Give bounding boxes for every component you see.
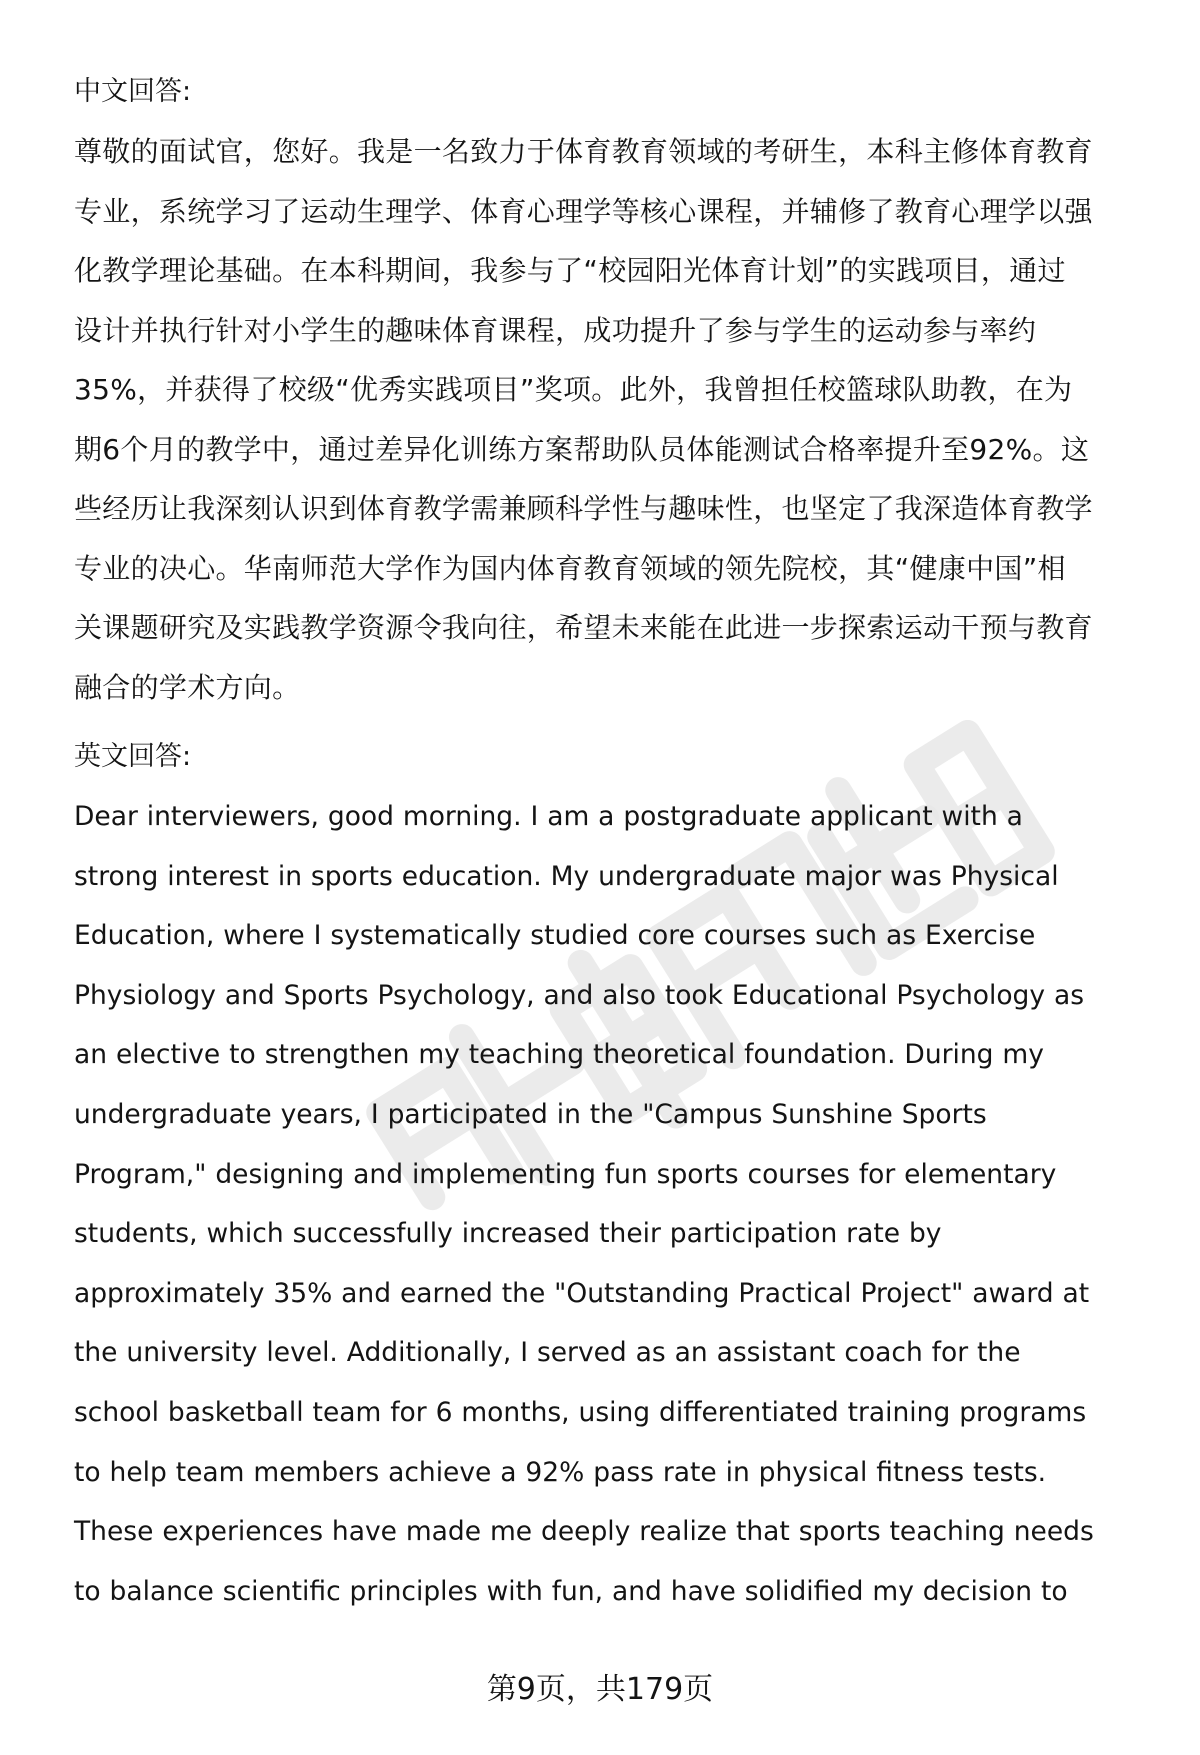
paragraph-line: strong interest in sports education. My undergraduate major was Physical bbox=[74, 860, 1059, 892]
paragraph-line: 期6个月的教学中，通过差异化训练方案帮助队员体能测试合格率提升至92%。这 bbox=[74, 432, 1090, 466]
paragraph-line: 融合的学术方向。 bbox=[74, 670, 301, 704]
paragraph-line: school basketball team for 6 months, using differentiated training programs bbox=[74, 1396, 1087, 1428]
chinese-answer-paragraph bbox=[74, 122, 1154, 717]
paragraph-line: Program," designing and implementing fun sports courses for elementary bbox=[74, 1158, 1057, 1190]
paragraph-line: to balance scientific principles with fun, and have solidified my decision to bbox=[74, 1575, 1068, 1607]
paragraph-line: 专业的决心。华南师范大学作为国内体育教育领域的领先院校，其“健康中国”相 bbox=[74, 551, 1066, 585]
paragraph-line: an elective to strengthen my teaching theoretical foundation. During my bbox=[74, 1039, 1044, 1071]
paragraph-line: the university level. Additionally, I served as an assistant coach for the bbox=[74, 1337, 1021, 1369]
page-number: 第9页，共179页 bbox=[486, 1672, 714, 1707]
paragraph-line: 些经历让我深刻认识到体育教学需兼顾科学性与趣味性，也坚定了我深造体育教学 bbox=[74, 492, 1093, 525]
paragraph-line: students, which successfully increased their participation rate by bbox=[74, 1218, 942, 1250]
english-answer-label: 英文回答: bbox=[74, 741, 192, 772]
chinese-answer-section bbox=[74, 62, 1154, 717]
paragraph-line: 专业，系统学习了运动生理学、体育心理学等核心课程，并辅修了教育心理学以强 bbox=[74, 194, 1093, 228]
paragraph-line: 关课题研究及实践教学资源令我向往，希望未来能在此进一步探索运动干预与教育 bbox=[74, 611, 1093, 644]
paragraph-line: Education, where I systematically studied core courses such as Exercise bbox=[74, 920, 1036, 952]
paragraph-line: to help team members achieve a 92% pass rate in physical fitness tests. bbox=[74, 1456, 1047, 1488]
paragraph-line: These experiences have made me deeply realize that sports teaching needs bbox=[74, 1516, 1094, 1548]
paragraph-line: Dear interviewers, good morning. I am a postgraduate applicant with a bbox=[74, 801, 1023, 832]
document-body bbox=[74, 62, 1154, 1621]
paragraph-line: 35%，并获得了校级“优秀实践项目”奖项。此外，我曾担任校篮球队助教，在为 bbox=[74, 373, 1073, 406]
paragraph-line: approximately 35% and earned the "Outstanding Practical Project" award at bbox=[74, 1277, 1090, 1309]
english-answer-section bbox=[74, 727, 1154, 1621]
paragraph-line: 尊敬的面试官，您好。我是一名致力于体育教育领域的考研生，本科主修体育教育 bbox=[74, 135, 1093, 168]
paragraph-line: 设计并执行针对小学生的趣味体育课程，成功提升了参与学生的运动参与率约 bbox=[74, 313, 1037, 347]
paragraph-line: undergraduate years, I participated in the "Campus Sunshine Sports bbox=[74, 1098, 987, 1130]
paragraph-line: 化教学理论基础。在本科期间，我参与了“校园阳光体育计划”的实践项目，通过 bbox=[74, 254, 1066, 287]
english-answer-paragraph bbox=[74, 787, 1154, 1621]
chinese-answer-label: 中文回答: bbox=[74, 76, 192, 107]
paragraph-line: Physiology and Sports Psychology, and also took Educational Psychology as bbox=[74, 979, 1084, 1011]
